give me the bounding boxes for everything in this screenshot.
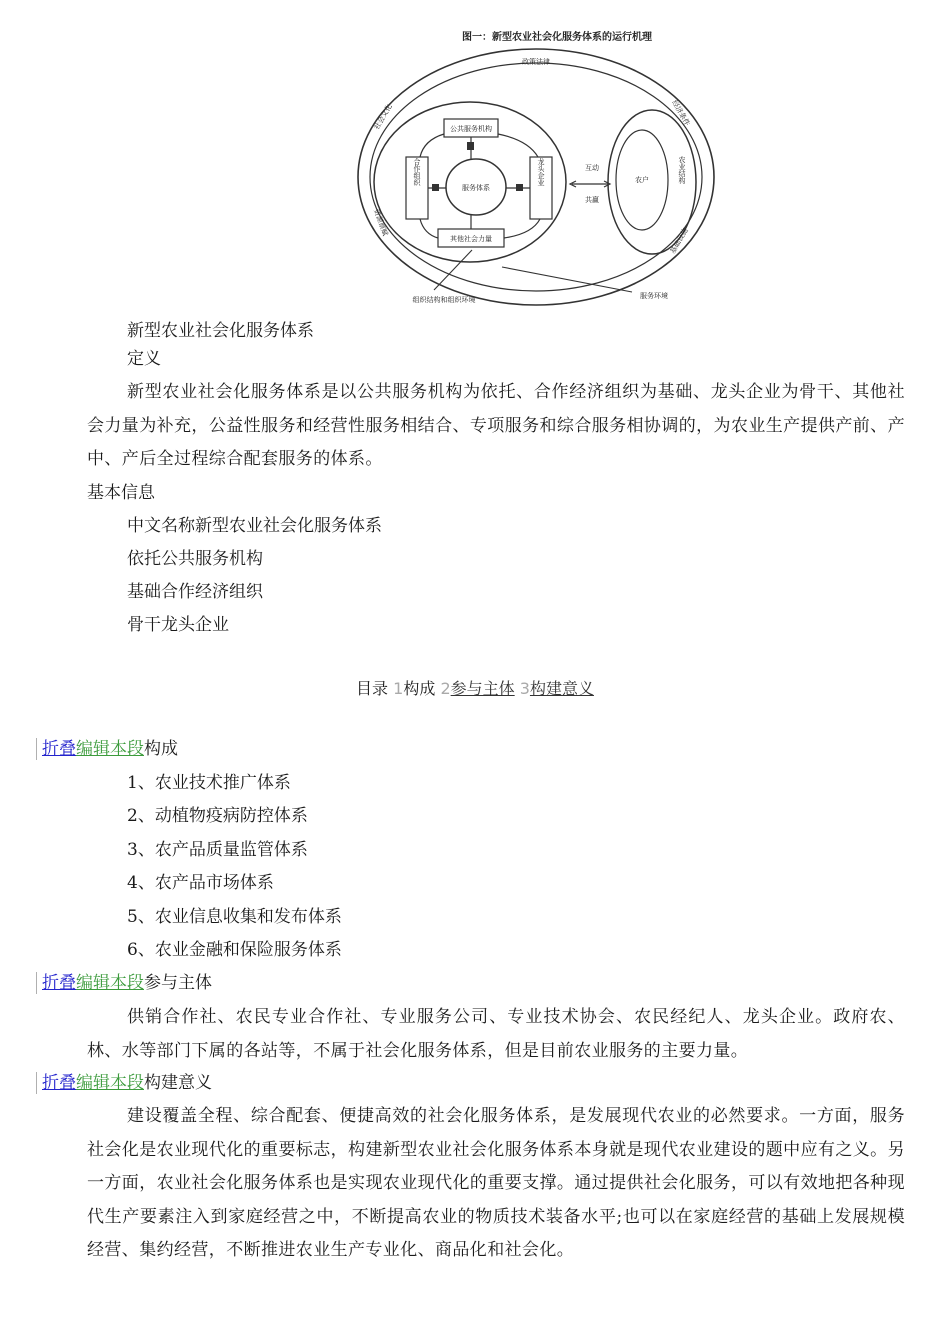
list-item: 4、农产品市场体系	[127, 873, 274, 893]
label-org-env: 组织结构和组织环境	[412, 296, 476, 304]
arrow-coop-other	[420, 219, 438, 238]
toc-link-composition[interactable]: 构成	[403, 679, 436, 698]
figure-caption: 图一：新型农业社会化服务体系的运行机理	[462, 32, 652, 43]
label-farmers: 农户	[635, 176, 649, 184]
entry-title: 新型农业社会化服务体系	[127, 321, 314, 341]
definition-heading: 定义	[127, 349, 161, 369]
diagram-figure	[352, 22, 720, 312]
significance-paragraph: 建设覆盖全程、综合配套、便捷高效的社会化服务体系，是发展现代农业的必然要求。一方面，服务社会化是农业现代化的重要标志，构建新型农业社会化服务体系本身就是现代农业建设的题中应有之义。另一方面，农业社会化服务体系也是实现农业现代化的重要支撑。通过提供社会化服务，可以有效地把各种现代生产要素注入到家庭经营之中，不断提高农业的物质技术装备水平;也可以在家庭经营的基础上发展规模经营、集约经营，不断推进农业生产专业化、商品化和社会化。	[87, 1106, 905, 1260]
section-title: 构成	[144, 739, 178, 759]
basic-info-item: 骨干龙头企业	[127, 615, 229, 635]
edit-section-link[interactable]: 编辑本段	[76, 739, 144, 759]
section-title: 参与主体	[144, 973, 212, 993]
label-leader: 龙头企业	[537, 158, 545, 186]
connector-top	[467, 142, 474, 150]
toc-link-significance[interactable]: 构建意义	[529, 679, 594, 698]
label-public: 公共服务机构	[450, 125, 492, 133]
basic-info-item: 中文名称新型农业社会化服务体系	[127, 516, 382, 536]
basic-info-item: 依托公共服务机构	[127, 549, 263, 569]
toc-number: 2	[440, 679, 451, 698]
edit-section-link[interactable]: 编辑本段	[76, 973, 144, 993]
label-resource: 资源禀赋	[372, 207, 390, 237]
table-of-contents	[0, 678, 950, 700]
label-interact1: 互动	[585, 164, 599, 172]
arrow-public-leader	[498, 134, 538, 157]
connector-left	[432, 184, 439, 191]
label-coop: 合作组织	[413, 158, 421, 186]
label-culture: 社会文化	[372, 102, 394, 131]
definition-paragraph: 新型农业社会化服务体系是以公共服务机构为依托、合作经济组织为基础、龙头企业为骨干、其他社会力量为补充，公益性服务和经营性服务相结合、专项服务和综合服务相协调的，为农业生产提供产前、产中、产后全过程综合配套服务的体系。	[87, 382, 905, 469]
list-item: 1、农业技术推广体系	[127, 773, 291, 793]
fold-link[interactable]: 折叠	[42, 739, 76, 759]
list-item: 3、农产品质量监管体系	[127, 840, 308, 860]
participants-paragraph: 供销合作社、农民专业合作社、专业服务公司、专业技术协会、农民经纪人、龙头企业。政府农、林、水等部门下属的各站等，不属于社会化服务体系，但是目前农业服务的主要力量。	[87, 1007, 905, 1061]
label-econ: 经济条件	[670, 99, 692, 128]
section-header-significance	[36, 1072, 212, 1094]
basic-info-item: 基础合作经济组织	[127, 582, 263, 602]
edit-section-link[interactable]: 编辑本段	[76, 1073, 144, 1093]
arrow-public-coop	[420, 134, 444, 157]
list-item: 6、农业金融和保险服务体系	[127, 940, 342, 960]
list-item: 5、农业信息收集和发布体系	[127, 907, 342, 927]
toc-number: 1	[393, 679, 404, 698]
service-system-diagram	[352, 22, 720, 312]
fold-link[interactable]: 折叠	[42, 973, 76, 993]
list-item: 2、动植物疫病防控体系	[127, 806, 308, 826]
label-basic: 基础设施	[668, 226, 690, 255]
fold-link[interactable]: 折叠	[42, 1073, 76, 1093]
toc-label: 目录	[356, 679, 389, 698]
section-header-composition	[36, 738, 178, 760]
basic-info-heading: 基本信息	[87, 483, 155, 503]
label-other: 其他社会力量	[450, 235, 492, 243]
arrow-leader-other	[504, 219, 540, 238]
label-interact2: 共赢	[585, 196, 599, 204]
section-title: 构建意义	[144, 1073, 212, 1093]
pointer-service	[502, 267, 632, 292]
label-policy: 政策法律	[522, 58, 550, 66]
label-ag-struct: 农业结构	[678, 156, 686, 184]
toc-number: 3	[519, 679, 530, 698]
toc-link-participants[interactable]: 参与主体	[450, 679, 515, 698]
label-center: 服务体系	[462, 184, 490, 192]
connector-right	[516, 184, 523, 191]
section-header-participants	[36, 972, 212, 994]
label-service-env: 服务环境	[640, 292, 668, 300]
